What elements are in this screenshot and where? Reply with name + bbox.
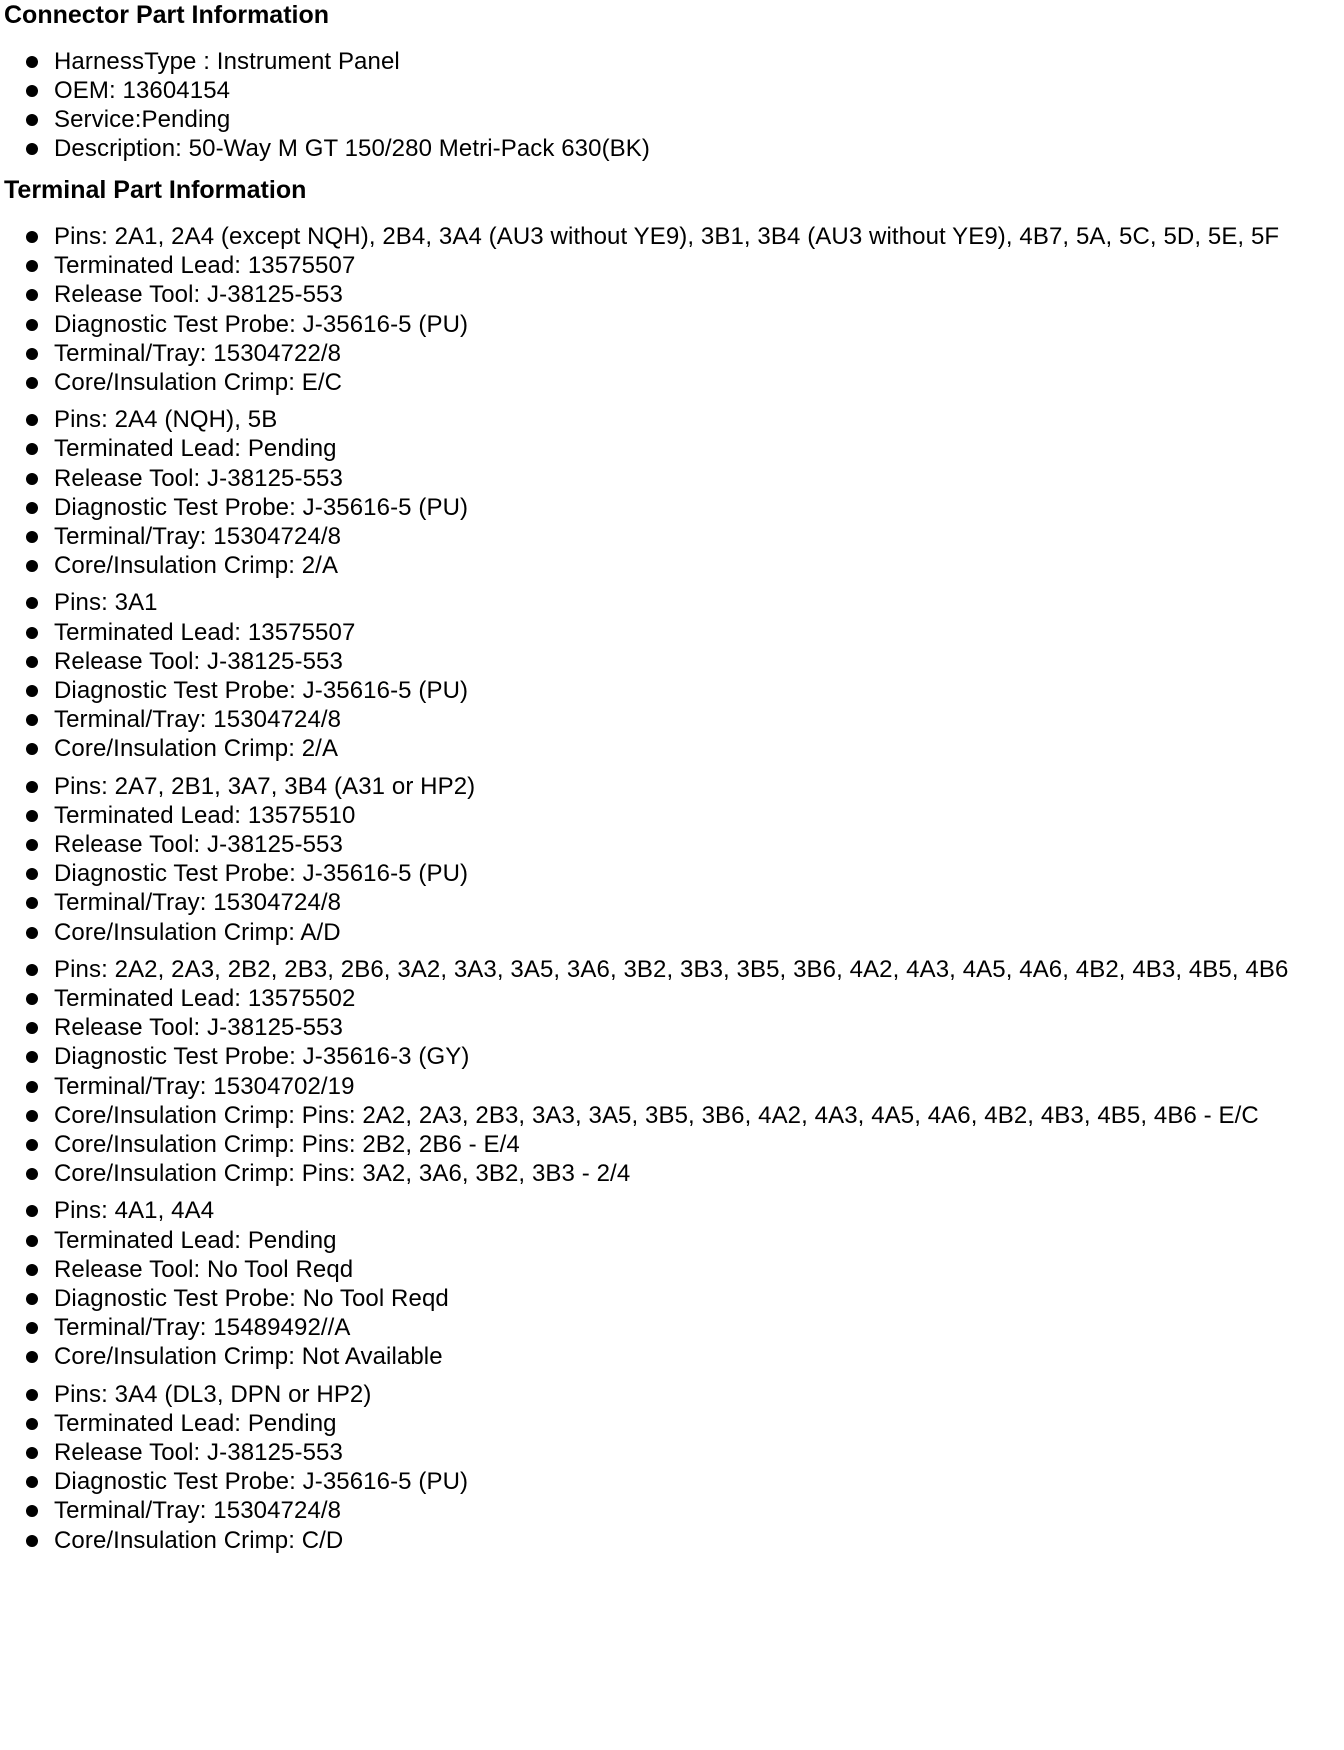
- bullet-icon: [26, 319, 38, 331]
- list-item-text: Terminated Lead: 13575507: [54, 252, 356, 280]
- list-item-text: Diagnostic Test Probe: J-35616-3 (GY): [54, 1043, 470, 1071]
- bullet-icon: [26, 597, 38, 609]
- bullet-icon: [26, 1081, 38, 1093]
- list-item-text: Terminal/Tray: 15304724/8: [54, 706, 342, 734]
- list-item-text: HarnessType : Instrument Panel: [54, 48, 400, 75]
- bullet-icon: [26, 1293, 38, 1305]
- list-item-text: Release Tool: J-38125-553: [54, 464, 343, 492]
- list-item-text: Release Tool: J-38125-553: [54, 647, 343, 675]
- list-item-text: Core/Insulation Crimp: 2/A: [54, 735, 339, 763]
- list-item-text: Release Tool: J-38125-553: [54, 1014, 343, 1042]
- list-item-text: Release Tool: No Tool Reqd: [54, 1255, 354, 1283]
- list-item-text: Service:Pending: [54, 106, 231, 133]
- bullet-icon: [26, 414, 38, 426]
- list-item-text: Release Tool: J-38125-553: [54, 1439, 343, 1466]
- list-item-text: Core/Insulation Crimp: 2/A: [54, 552, 339, 580]
- bullet-icon: [26, 1535, 38, 1547]
- list-item-text: Pins: 3A1: [54, 589, 158, 617]
- bullet-icon: [26, 377, 38, 389]
- list-item-text: Terminated Lead: 13575502: [54, 985, 356, 1012]
- list-item-text: Pins: 4A1, 4A4: [54, 1197, 215, 1225]
- list-item-text: Terminated Lead: Pending: [54, 1226, 337, 1254]
- bullet-icon: [26, 1235, 38, 1247]
- list-item-text: Diagnostic Test Probe: J-35616-5 (PU): [54, 310, 469, 338]
- bullet-icon: [26, 1447, 38, 1459]
- bullet-icon: [26, 993, 38, 1005]
- bullet-icon: [26, 231, 38, 243]
- list-item-text: Pins: 2A2, 2A3, 2B2, 2B3, 2B6, 3A2, 3A3, 3A5, 3A6, 3B2, 3B3, 3B5, 3B6, 4A2, 4A3, 4A5, 4A6, 4B2, 4B3, 4B5, 4B6: [54, 955, 1289, 983]
- list-item-text: Terminated Lead: Pending: [54, 435, 337, 463]
- connector-part-heading: Connector Part Information: [4, 1, 330, 29]
- bullet-icon: [26, 1168, 38, 1180]
- list-item-text: Pins: 2A1, 2A4 (except NQH), 2B4, 3A4 (AU3 without YE9), 3B1, 3B4 (AU3 without YE9), 4B7, 5A, 5C, 5D, 5E, 5F: [54, 223, 1280, 250]
- bullet-icon: [26, 781, 38, 793]
- bullet-icon: [26, 839, 38, 851]
- bullet-icon: [26, 868, 38, 880]
- list-item-text: Core/Insulation Crimp: Not Available: [54, 1343, 443, 1371]
- bullet-icon: [26, 1418, 38, 1430]
- bullet-icon: [26, 810, 38, 822]
- bullet-icon: [26, 685, 38, 697]
- bullet-icon: [26, 927, 38, 939]
- list-item-text: Diagnostic Test Probe: J-35616-5 (PU): [54, 1468, 469, 1496]
- bullet-icon: [26, 114, 38, 126]
- list-item-text: Terminal/Tray: 15304724/8: [54, 523, 342, 550]
- bullet-icon: [26, 473, 38, 485]
- bullet-icon: [26, 560, 38, 572]
- list-item-text: Terminated Lead: 13575507: [54, 618, 356, 646]
- bullet-icon: [26, 1110, 38, 1122]
- terminal-part-heading: Terminal Part Information: [4, 176, 307, 204]
- list-item-text: Pins: 2A7, 2B1, 3A7, 3B4 (A31 or HP2): [54, 772, 476, 800]
- list-item-text: Diagnostic Test Probe: J-35616-5 (PU): [54, 677, 469, 704]
- bullet-icon: [26, 443, 38, 455]
- bullet-icon: [26, 1389, 38, 1401]
- list-item-text: Release Tool: J-38125-553: [54, 281, 343, 309]
- bullet-icon: [26, 531, 38, 543]
- bullet-icon: [26, 1351, 38, 1363]
- bullet-icon: [26, 1264, 38, 1276]
- bullet-icon: [26, 143, 38, 155]
- list-item-text: Description: 50-Way M GT 150/280 Metri-Pack 630(BK): [54, 135, 650, 162]
- list-item-text: OEM: 13604154: [54, 77, 231, 104]
- list-item-text: Terminal/Tray: 15304702/19: [54, 1072, 355, 1100]
- bullet-icon: [26, 260, 38, 272]
- bullet-icon: [26, 627, 38, 639]
- list-item-text: Core/Insulation Crimp: E/C: [54, 369, 343, 396]
- bullet-icon: [26, 348, 38, 360]
- bullet-icon: [26, 1205, 38, 1217]
- list-item-text: Core/Insulation Crimp: Pins: 3A2, 3A6, 3B2, 3B3 - 2/4: [54, 1160, 631, 1188]
- bullet-icon: [26, 1322, 38, 1334]
- bullet-icon: [26, 502, 38, 514]
- list-item-text: Terminal/Tray: 15304724/8: [54, 889, 342, 917]
- list-item-text: Terminal/Tray: 15489492//A: [54, 1314, 351, 1342]
- list-item-text: Core/Insulation Crimp: A/D: [54, 918, 341, 946]
- list-item-text: Terminal/Tray: 15304724/8: [54, 1497, 342, 1525]
- bullet-icon: [26, 1139, 38, 1151]
- bullet-icon: [26, 1051, 38, 1063]
- bullet-icon: [26, 1505, 38, 1517]
- bullet-icon: [26, 1022, 38, 1034]
- list-item-text: Diagnostic Test Probe: J-35616-5 (PU): [54, 860, 469, 888]
- bullet-icon: [26, 743, 38, 755]
- bullet-icon: [26, 85, 38, 97]
- list-item-text: Terminated Lead: 13575510: [54, 801, 356, 829]
- list-item-text: Diagnostic Test Probe: No Tool Reqd: [54, 1285, 449, 1312]
- list-item-text: Core/Insulation Crimp: Pins: 2A2, 2A3, 2B3, 3A3, 3A5, 3B5, 3B6, 4A2, 4A3, 4A5, 4A6, 4B2, 4B3, 4B5, 4B6 - E/C: [54, 1101, 1259, 1129]
- bullet-icon: [26, 714, 38, 726]
- list-item-text: Diagnostic Test Probe: J-35616-5 (PU): [54, 493, 469, 521]
- bullet-icon: [26, 56, 38, 68]
- bullet-icon: [26, 289, 38, 301]
- list-item-text: Core/Insulation Crimp: C/D: [54, 1526, 344, 1554]
- bullet-icon: [26, 897, 38, 909]
- bullet-icon: [26, 656, 38, 668]
- list-item-text: Pins: 2A4 (NQH), 5B: [54, 406, 278, 434]
- list-item-text: Pins: 3A4 (DL3, DPN or HP2): [54, 1380, 372, 1408]
- list-item-text: Core/Insulation Crimp: Pins: 2B2, 2B6 - E/4: [54, 1131, 520, 1158]
- list-item-text: Terminated Lead: Pending: [54, 1409, 337, 1437]
- list-item-text: Release Tool: J-38125-553: [54, 831, 343, 858]
- bullet-icon: [26, 1476, 38, 1488]
- list-item-text: Terminal/Tray: 15304722/8: [54, 339, 342, 367]
- bullet-icon: [26, 964, 38, 976]
